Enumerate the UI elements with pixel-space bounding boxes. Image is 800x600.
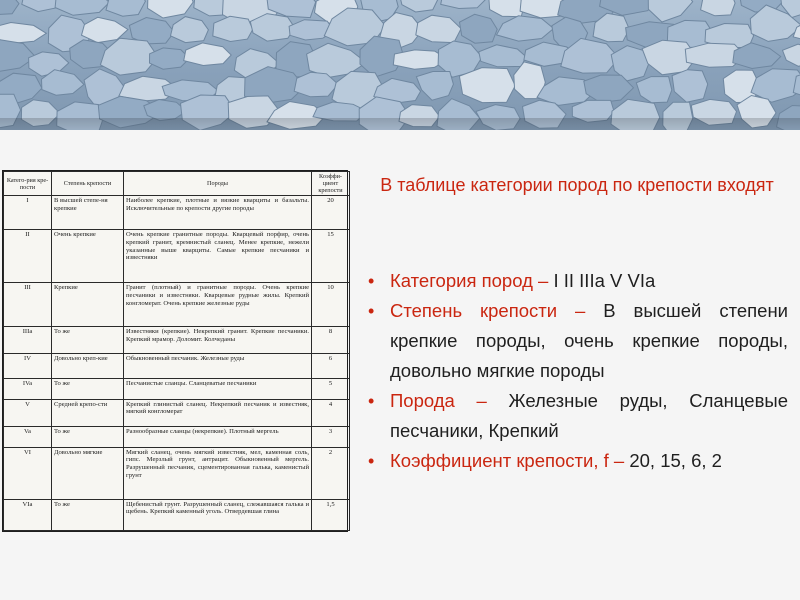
cell-degree: То же [52,426,124,447]
table-row [4,327,350,354]
cell-degree: В высшей степе-ня крепкие [52,196,124,230]
cell-degree: Крепкие [52,283,124,327]
table-row [4,354,350,379]
bullet-label: Категория пород – [390,270,554,291]
cell-rocks: Наиболее крепкие, плотные и вязкие кварциты и базальты. Исключительные по крепости другие породы [124,196,312,230]
table-row [4,196,350,230]
table-row [4,399,350,426]
bullet-label: Коэффициент крепости, f – [390,450,630,471]
header-category: Катего-рия кре-пости [4,172,52,196]
bullet-item-rock [366,386,788,446]
table-row [4,447,350,499]
cell-rocks: Щебенистый грунт. Разрушенный сланец, слежавшаяся галька и щебень. Крепкий каменный уголь. Отвердевшая глина [124,499,312,530]
cell-category: II [4,230,52,283]
cell-category: V [4,399,52,426]
cell-rocks: Гранит (плотный) и гранитные породы. Очень крепкие песчаники и известняки. Кварцевые рудные жилы. Крепкий конгломерат. Очень крепкие железные руды [124,283,312,327]
cell-rocks: Разнообразные сланцы (некрепкие). Плотный мергель [124,426,312,447]
cell-rocks: Мягкий сланец, очень мягкий известняк, мел, каменная соль, гипс. Мерзлый грунт, антрацит. Обыкновенный мергель. Разрушенный песчаник, сцементированная галька, каменистый грунт [124,447,312,499]
cell-rocks: Песчанистые сланцы. Сланцеватые песчаники [124,379,312,400]
bullet-value: В высшей степени крепкие породы, очень крепкие породы, довольно мягкие породы [390,300,788,381]
stones-banner-image [0,0,800,130]
cell-coefficient: 15 [312,230,350,283]
cell-category: III [4,283,52,327]
bullet-value: 20, 15, 6, 2 [629,450,722,471]
bullet-dot-icon: • [368,451,375,471]
cell-rocks: Обыкновенный песчаник. Железные руды [124,354,312,379]
header-degree: Степень крепости [52,172,124,196]
cell-coefficient: 4 [312,399,350,426]
cell-category: IV [4,354,52,379]
cell-category: IVa [4,379,52,400]
header-rocks: Породы [124,172,312,196]
bullet-item-coefficient [366,446,788,476]
cell-coefficient: 6 [312,354,350,379]
bullet-dot-icon: • [368,301,375,321]
cell-category: I [4,196,52,230]
cell-degree: Очень крепкие [52,230,124,283]
rock-hardness-table-image [2,170,348,532]
cell-category: Va [4,426,52,447]
cell-coefficient: 8 [312,327,350,354]
cell-coefficient: 20 [312,196,350,230]
bullet-item-degree [366,296,788,386]
table-row [4,283,350,327]
cell-degree: То же [52,327,124,354]
cell-coefficient: 10 [312,283,350,327]
cell-rocks: Крепкий глинистый сланец. Некрепкий песчаник и известняк, мягкий конгломерат [124,399,312,426]
bullet-dot-icon: • [368,271,375,291]
cell-degree: То же [52,499,124,530]
table-row [4,499,350,530]
cell-degree: Довольно мягкие [52,447,124,499]
bullet-dot-icon: • [368,391,375,411]
rock-hardness-table [3,171,350,531]
cell-coefficient: 3 [312,426,350,447]
cell-category: IIIa [4,327,52,354]
table-row [4,426,350,447]
table-row [4,379,350,400]
bullet-label: Порода – [390,390,509,411]
bullet-value: Железные руды, Сланцевые песчаники, Крепкий [390,390,788,441]
table-row [4,230,350,283]
cell-coefficient: 1,5 [312,499,350,530]
bullet-value: I II IIIa V VIa [553,270,656,291]
cell-degree: Средней крепо-сти [52,399,124,426]
cell-rocks: Известняки (крепкие). Некрепкий гранит. Крепкие песчаники. Крепкий мрамор. Доломит. Колчеданы [124,327,312,354]
cell-degree: Довольно креп-кие [52,354,124,379]
bullet-item-category [366,266,788,296]
header-coefficient: Коэффи-циент крепости [312,172,350,196]
cell-rocks: Очень крепкие гранитные породы. Кварцевый порфир, очень крепкий гранит, кремнистый сланец. Менее крепкие, нежели указанные выше кварциты. Самые крепкие песчаники и известняки [124,230,312,283]
cell-category: VI [4,447,52,499]
bullet-label: Степень крепости – [390,300,604,321]
cell-degree: То же [52,379,124,400]
cell-coefficient: 2 [312,447,350,499]
bullet-list [366,266,788,476]
cell-coefficient: 5 [312,379,350,400]
slide-heading: В таблице категории пород по крепости входят [380,175,774,195]
cell-category: VIa [4,499,52,530]
